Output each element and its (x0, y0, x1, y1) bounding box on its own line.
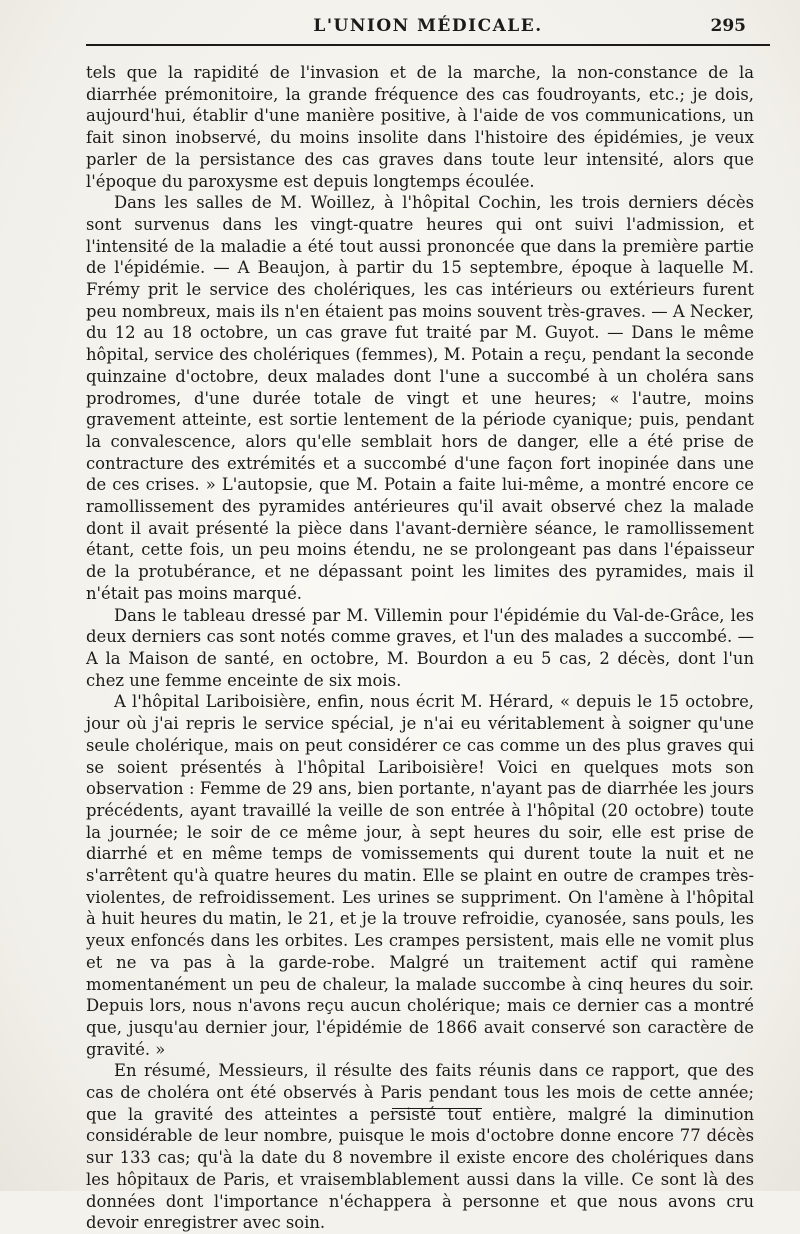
closing-rule (392, 1108, 482, 1109)
header-rule (86, 44, 770, 46)
paragraph-val-de-grace: Dans le tableau dressé par M. Villemin pour l'épidémie du Val-de-Grâce, les deux derniers cas sont notés comme graves, et l'un des malades a succombé. — A la Maison de santé, en octobre, M. Bourdon a eu 5 cas, 2 décès, dont l'un chez une femme enceinte de six mois. (86, 605, 754, 690)
paragraph-hospital-cases: Dans les salles de M. Woillez, à l'hôpital Cochin, les trois derniers décès sont survenus dans les vingt-quatre heures qui ont suivi l'admission, et l'intensité de la maladie a été tout aussi prononcée que dans la première partie de l'épidémie. — A Beaujon, à partir du 15 septembre, époque à laquelle M. Frémy prit le service des cholériques, les cas intérieurs ou extérieurs furent peu nombreux, mais ils n'en étaient pas moins souvent très-graves. — A Necker, du 12 au 18 octobre, un cas grave fut traité par M. Guyot. — Dans le même hôpital, service des cholériques (femmes), M. Potain a reçu, pendant la seconde quinzaine d'octobre, deux malades dont l'une a succombé à un choléra sans prodromes, d'une durée totale de vingt et une heures; « l'autre, moins gravement atteinte, est sortie lentement de la période cyanique; puis, pendant la convalescence, alors qu'elle semblait hors de danger, elle a été prise de contracture des extrémités et a succombé d'une façon fort inopinée dans une de ces crises. » L'autopsie, que M. Potain a faite lui-même, a montré encore ce ramollissement des pyramides antérieures qu'il avait observé chez la malade dont il avait présenté la pièce dans l'avant-dernière séance, le ramollissement étant, cette fois, un peu moins étendu, ne se prolongeant pas dans l'épaisseur de la protubérance, et ne dépassant point les limites des pyramides, mais il n'était pas moins marqué. (86, 193, 754, 603)
paragraph-continuation: tels que la rapidité de l'invasion et de la marche, la non-constance de la diarrhée prémonitoire, la grande fréquence des cas foudroyants, etc.; je dois, aujourd'hui, établir d'une manière positive, à l'aide de vos communications, un fait sinon inobservé, du moins insolite dans l'histoire des épidémies, je veux parler de la persistance des cas graves dans toute leur intensité, alors que l'époque du paroxysme est depuis longtemps écoulée. (86, 63, 754, 191)
page-number: 295 (710, 16, 746, 36)
running-header (86, 14, 770, 46)
paragraph-lariboisiere: A l'hôpital Lariboisière, enfin, nous écrit M. Hérard, « depuis le 15 octobre, jour où j'ai repris le service spécial, je n'ai eu véritablement à soigner qu'une seule cholérique, mais on peut considérer ce cas comme un des plus graves qui se soient présentés à l'hôpital Lariboisière! Voici en quelques mots son observation : Femme de 29 ans, bien portante, n'ayant pas de diarrhée les jours précédents, ayant travaillé la veille de son entrée à l'hôpital (20 octobre) toute la journée; le soir de ce même jour, à sept heures du soir, elle est prise de diarrhé et en même temps de vomissements qui durent toute la nuit et ne s'arrêtent qu'à quatre heures du matin. Elle se plaint en outre de crampes très-violentes, de refroidissement. Les urines se suppriment. On l'amène à l'hôpital à huit heures du matin, le 21, et je la trouve refroidie, cyanosée, sans pouls, les yeux enfoncés dans les orbites. Les crampes persistent, mais elle ne vomit plus et ne va pas à la garde-robe. Malgré un traitement actif qui ramène momentanément un peu de chaleur, la malade succombe à cinq heures du soir. Depuis lors, nous n'avons reçu aucun cholérique; mais ce dernier cas a montré que, jusqu'au dernier jour, l'épidémie de 1866 avait conservé son caractère de gravité. » (86, 692, 754, 1059)
article-body (86, 62, 754, 1234)
journal-title: L'UNION MÉDICALE. (313, 16, 543, 36)
paragraph-summary: En résumé, Messieurs, il résulte des faits réunis dans ce rapport, que des cas de choléra ont été observés à Paris pendant tous les mois de cette année; que la gravité des atteintes a persisté tout entière, malgré la diminution considérable de leur nombre, puisque le mois d'octobre donne encore 77 décès sur 133 cas; qu'à la date du 8 novembre il existe encore des cholériques dans les hôpitaux de Paris, et vraisemblablement aussi dans la ville. Ce sont là des données dont l'importance n'échappera à personne et que nous avons cru devoir enregistrer avec soin. (86, 1061, 754, 1233)
